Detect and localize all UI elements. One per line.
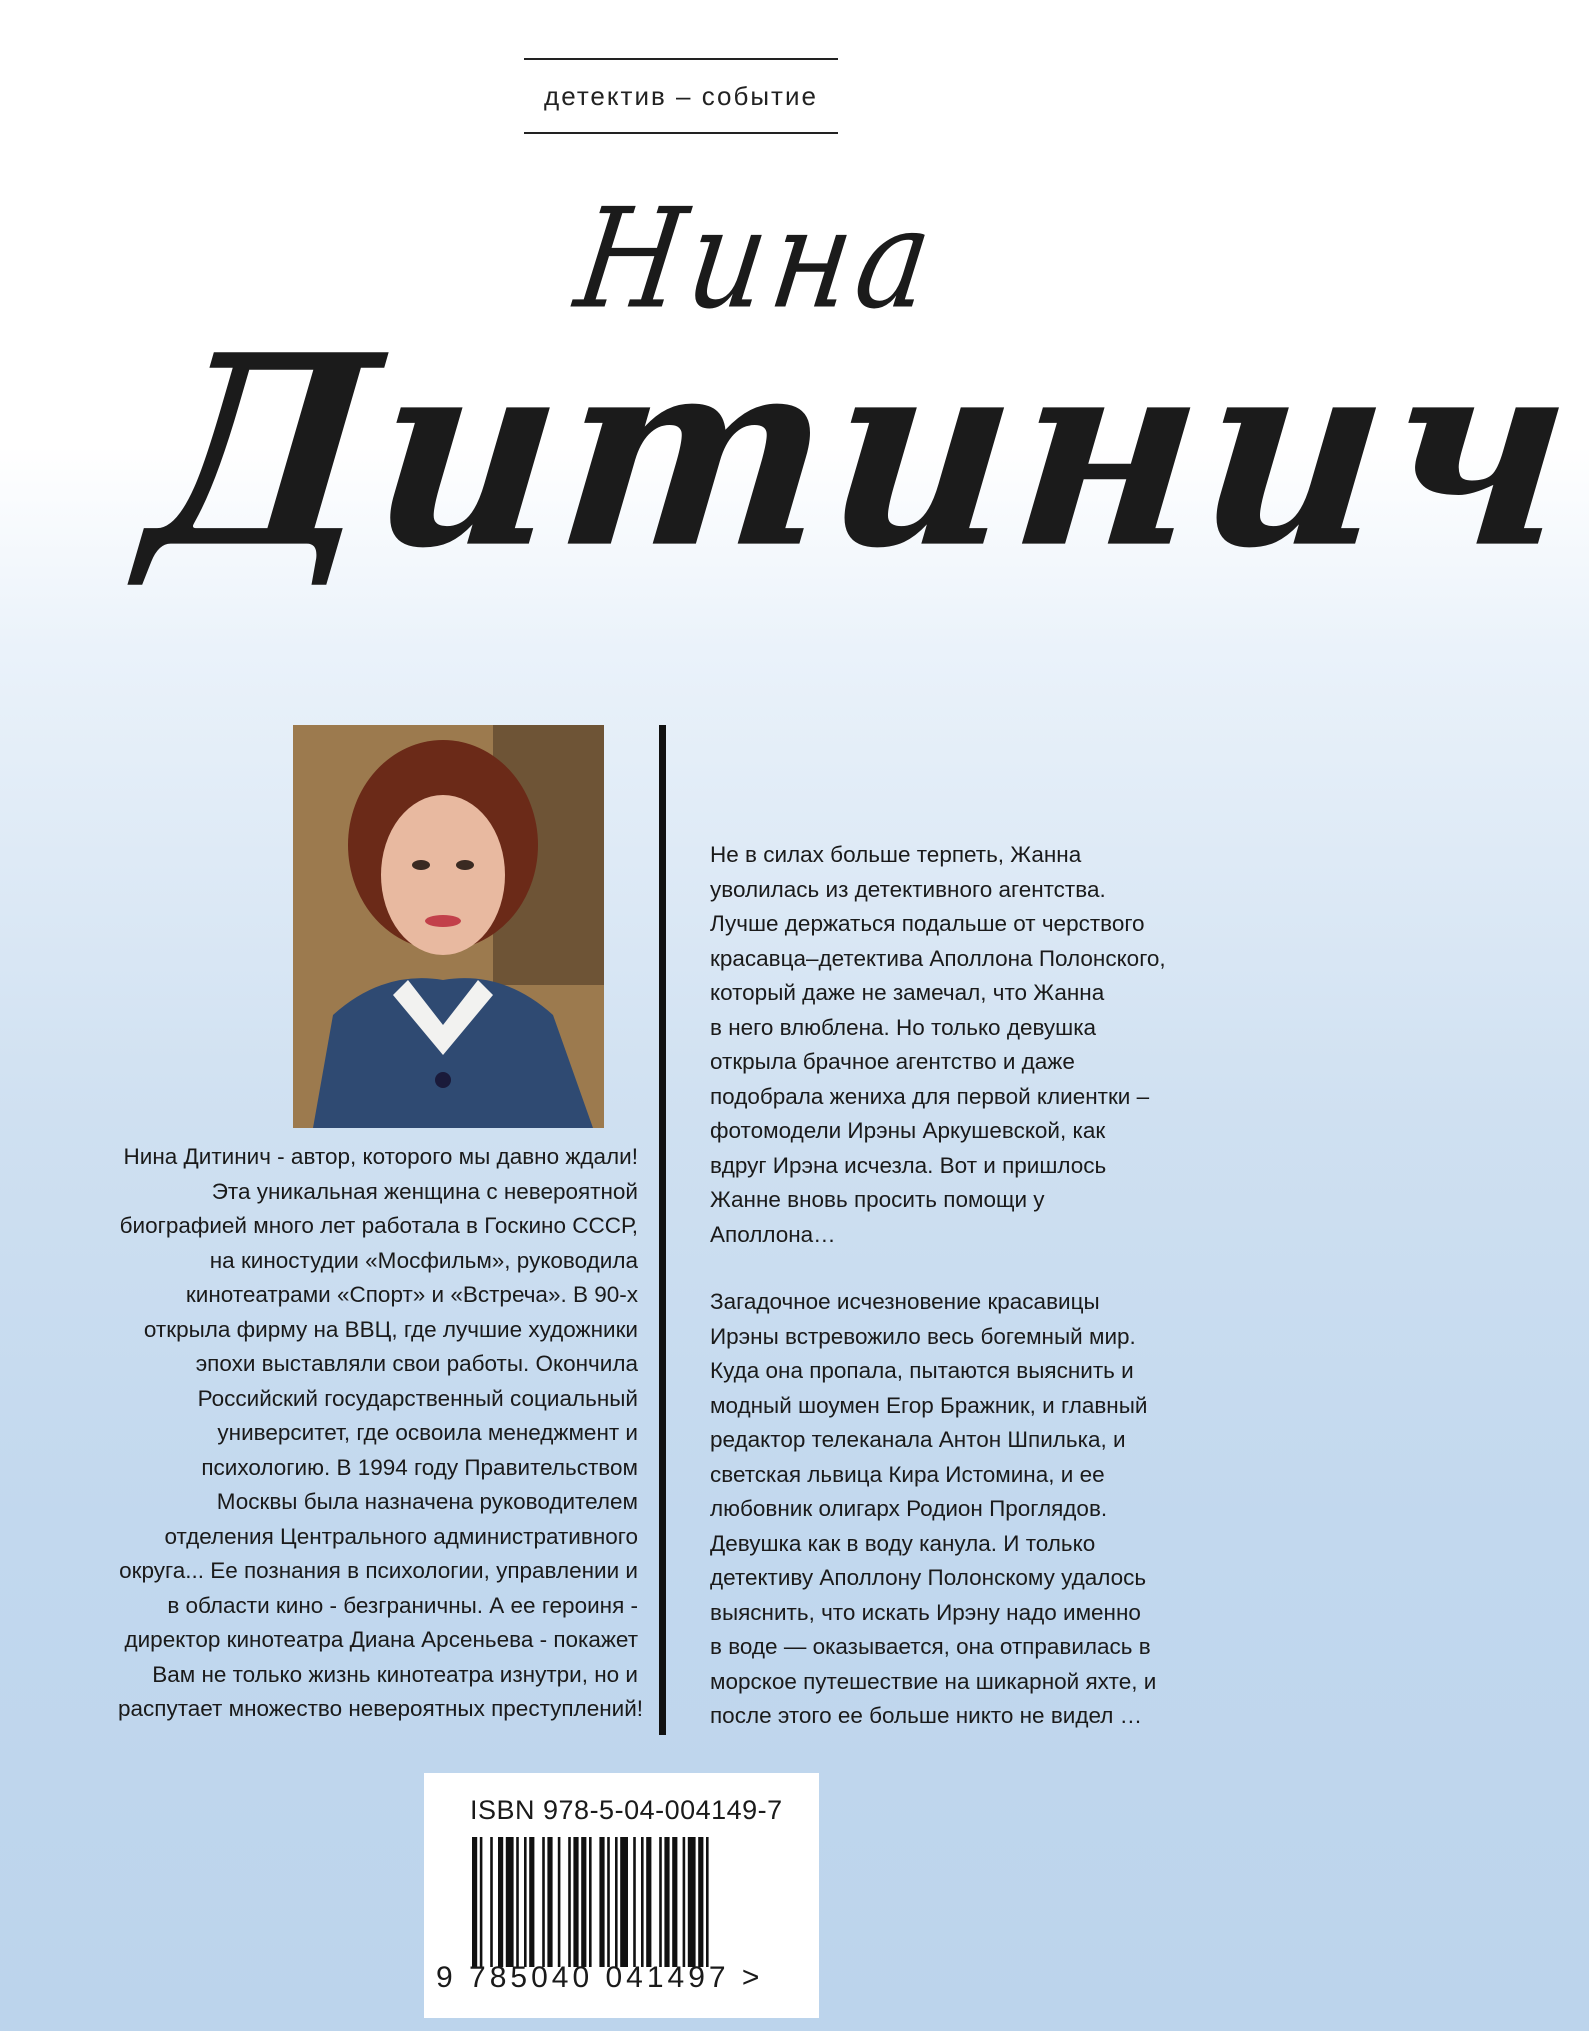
bio-line: университет, где освоила менеджмент и (217, 1420, 638, 1445)
author-bio (118, 1140, 644, 1727)
bio-line: Нина Дитинич - автор, которого мы давно ждали! (123, 1144, 638, 1169)
barcode-icon (472, 1837, 782, 1967)
blurb1-line: вдруг Ирэна исчезла. Вот и пришлось (710, 1152, 1107, 1178)
blurb2-line: Девушка как в воду канула. И только (710, 1530, 1096, 1556)
bio-line: Вам не только жизнь кинотеатра изнутри, но и (152, 1661, 638, 1687)
blurb1-line: уволилась из детективного агентства. (710, 876, 1106, 902)
bio-line: отделения Центрального административного (164, 1523, 638, 1549)
column-divider (659, 725, 666, 1735)
blurb1-line: Жанне вновь просить помощи у (710, 1187, 1045, 1212)
bio-line: кинотеатрами «Спорт» и «Встреча». В 90-х (185, 1282, 638, 1307)
isbn-text: ISBN 978-5-04-004149-7 (470, 1795, 783, 1825)
bio-line: психологию. В 1994 году Правительством (201, 1454, 638, 1480)
author-first-name: Нина (567, 180, 947, 340)
blurb-paragraph-1 (710, 838, 1180, 1252)
blurb1-line: подобрала жениха для первой клиентки – (710, 1083, 1150, 1109)
blurb1-line: красавца–детектива Аполлона Полонского, (710, 945, 1166, 971)
bio-line: биографией много лет работала в Госкино СССР, (119, 1213, 638, 1238)
barcode-panel (424, 1773, 819, 2018)
blurb2-line: морское путешествие на шикарной яхте, и (710, 1668, 1157, 1694)
blurb2-line: любовник олигарх Родион Проглядов. (710, 1496, 1108, 1521)
barcode-digits: 9 785040 041497 > (436, 1961, 764, 1994)
blurb2-line: светская львица Кира Истомина, и ее (710, 1461, 1105, 1487)
bio-line: директор кинотеатра Диана Арсеньева - покажет (124, 1627, 638, 1652)
author-photo (293, 725, 604, 1128)
bio-line: на киностудии «Мосфильм», руководила (209, 1247, 638, 1273)
blurb1-line: Лучше держаться подальше от черствого (710, 911, 1145, 936)
blurb2-line: в воде — оказывается, она отправилась в (710, 1634, 1151, 1659)
series-label: детектив – событие (524, 58, 838, 134)
blurb2-line: Загадочное исчезновение красавицы (710, 1289, 1100, 1314)
blurb2-line: детективу Аполлону Полонскому удалось (710, 1565, 1147, 1590)
blurb2-line: выяснить, что искать Ирэну надо именно (710, 1599, 1141, 1625)
bio-line: в области кино - безграничны. А ее героиня - (167, 1592, 638, 1618)
blurb2-line: Ирэны встревожило весь богемный мир. (710, 1323, 1136, 1349)
bio-line: распутает множество невероятных преступлений! (118, 1696, 644, 1721)
blurb1-line: фотомодели Ирэны Аркушевской, как (710, 1118, 1106, 1143)
bio-line: эпохи выставляли свои работы. Окончила (195, 1351, 638, 1376)
bio-line: округа... Ее познания в психологии, управлении и (119, 1558, 638, 1583)
bio-line: открыла фирму на ВВЦ, где лучшие художники (143, 1316, 638, 1342)
blurb2-line: редактор телеканала Антон Шпилька, и (710, 1427, 1126, 1452)
blurb2-line: Куда она пропала, пытаются выяснить и (710, 1358, 1134, 1383)
bio-line: Москвы была назначена руководителем (216, 1489, 638, 1514)
blurb1-line: в него влюблена. Но только девушка (710, 1014, 1097, 1040)
blurb1-line: который даже не замечал, что Жанна (710, 980, 1105, 1005)
blurb2-line: после этого ее больше никто не видел … (710, 1703, 1143, 1728)
blurb-paragraph-2 (710, 1285, 1180, 1734)
bio-line: Российский государственный социальный (197, 1385, 638, 1411)
blurb2-line: модный шоумен Егор Бражник, и главный (710, 1392, 1148, 1418)
blurb1-line: открыла брачное агентство и даже (710, 1049, 1075, 1074)
blurb1-line: Не в силах больше терпеть, Жанна (710, 842, 1082, 867)
blurb1-line: Аполлона… (710, 1221, 836, 1247)
bio-line: Эта уникальная женщина с невероятной (211, 1178, 638, 1204)
author-last-name: Дитинич (134, 296, 1589, 606)
